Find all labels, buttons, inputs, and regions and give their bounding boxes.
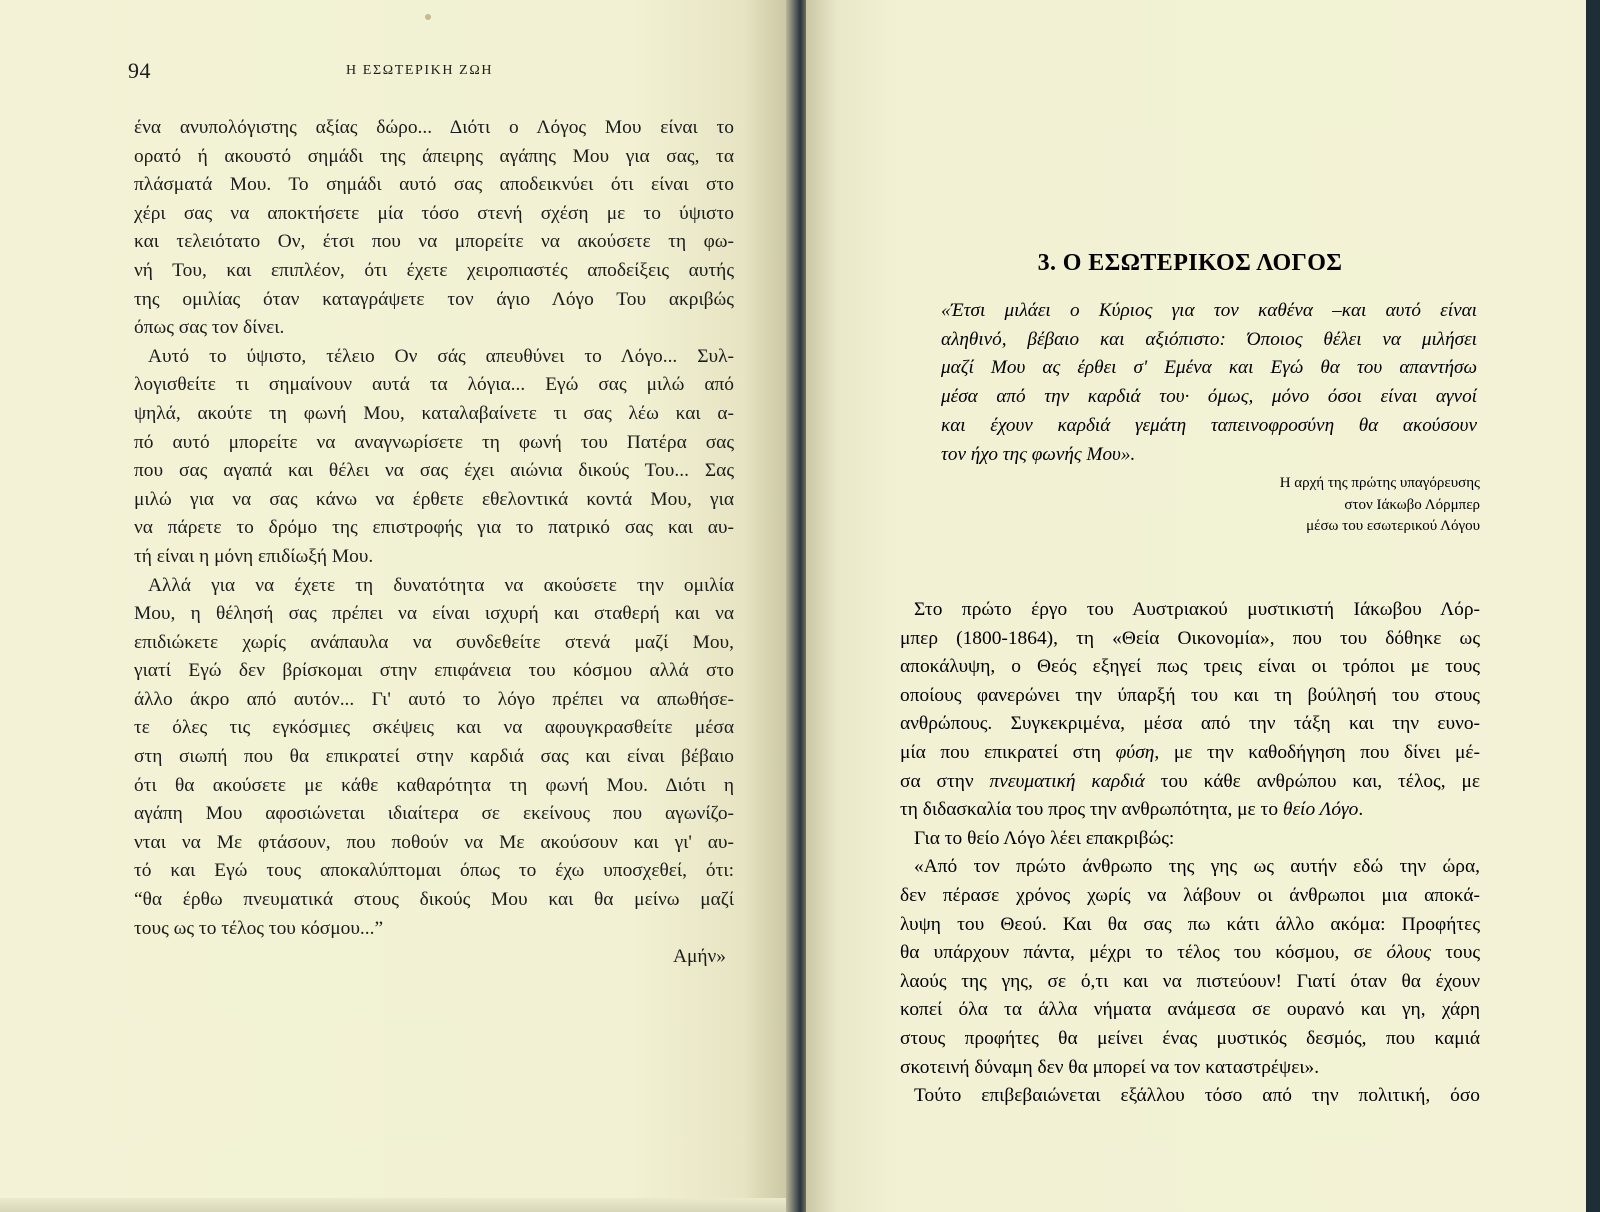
epigraph-line: «Έτσι μιλάει ο Κύριος για τον καθένα –και αυτό είναι — [941, 300, 1477, 321]
text-run: . — [1358, 799, 1364, 821]
text-line: οποίους φανερώνει την ύπαρξή του και τη βούλησή του στους — [900, 684, 1480, 706]
right-body-text — [900, 596, 1480, 1111]
left-body-text — [134, 114, 734, 972]
text-line: Τούτο επιβεβαιώνεται εξάλλου τόσο από την πολιτική, όσο — [914, 1085, 1480, 1107]
text-line: και τελειότατο Ον, έτσι που να μπορείτε να ακούσετε τη φω- — [134, 231, 734, 253]
text-line: ανθρώπους. Συγκεκριμένα, μέσα από την τάξη και την ευνο- — [900, 713, 1480, 735]
epigraph-line: τον ήχο της φωνής Μου». — [941, 443, 1136, 465]
text-line: ότι θα ακούσετε με κάθε καθαρότητα τη φωνή Μου. Διότι η — [134, 774, 734, 796]
attribution-line: στον Ιάκωβο Λόρμπερ — [1344, 496, 1480, 513]
closing-amen: Αμήν» — [672, 946, 726, 968]
text-line: τε όλες τις εγκόσμιες σκέψεις και να αφουγκρασθείτε μέσα — [134, 717, 734, 739]
text-line: όπως σας τον δίνει. — [134, 317, 285, 339]
text-line: αποκάλυψη, ο Θεός εξηγεί πως τρεις είναι οι τρόποι με τους — [900, 656, 1480, 678]
text-line: ορατό ή ακουστό σημάδι της άπειρης αγάπης Μου για σας, τα — [134, 145, 734, 167]
text-line: άλλο άκρο από αυτόν... Γι' αυτό το λόγο πρέπει να απωθήσε- — [134, 688, 734, 710]
epigraph-attribution — [1120, 473, 1480, 538]
text-line: Αυτό το ύψιστο, τέλειο Ον σάς απευθύνει το Λόγο... Συλ- — [148, 345, 734, 367]
page-bottom-edge — [0, 1198, 790, 1212]
italic-run: θείο Λόγο — [1282, 799, 1359, 821]
text-line — [900, 796, 1480, 825]
text-line — [900, 768, 1480, 797]
text-line: δεν πέρασε χρόνος χωρίς να λάβουν οι άνθρωποι μια αποκά- — [900, 884, 1480, 906]
running-title: Η ΕΣΩΤΕΡΙΚΗ ΖΩΗ — [346, 63, 494, 78]
epigraph-line: μέσα από την καρδιά του· όμως, μόνο όσοι είναι αγνοί — [941, 386, 1477, 408]
text-line: λυψη του Θεού. Και θα σας πω κάτι άλλο ακόμα: Προφήτες — [900, 913, 1480, 935]
text-line: να πάρετε το δρόμο της επιστροφής για το πατρικό σας και αυ- — [134, 517, 734, 539]
text-line — [900, 939, 1480, 968]
scan-background-edge — [1586, 0, 1600, 1212]
italic-run: πνευματική καρδιά — [989, 770, 1145, 792]
text-line: μιλώ για να σας κάνω να έρθετε εθελοντικά κοντά Μου, για — [134, 488, 734, 510]
text-run: του κάθε ανθρώπου και, τέλος, με — [1144, 770, 1480, 792]
text-line: «Από τον πρώτο άνθρωπο της γης ως αυτήν εδώ την ώρα, — [914, 856, 1480, 878]
text-line: τό και Εγώ τους αποκαλύπτομαι όπως το έχω υποσχεθεί, ότι: — [134, 860, 734, 882]
text-line: μπερ (1800-1864), τη «Θεία Οικονομία», που του δόθηκε ως — [900, 627, 1480, 649]
text-run: μία που επικρατεί στη — [900, 741, 1116, 763]
text-line: επιδιώκετε χωρίς ανάπαυλα να συνδεθείτε στενά μαζί Μου, — [134, 631, 734, 653]
text-run: τη διδασκαλία του προς την ανθρωπότητα, με το — [900, 799, 1283, 821]
text-line: Αλλά για να έχετε τη δυνατότητα να ακούσετε την ομιλία — [148, 574, 734, 596]
epigraph — [941, 297, 1477, 469]
text-run: σα στην — [900, 770, 990, 792]
text-line: πλάσματά Μου. Το σημάδι αυτό σας αποδεικνύει ότι είναι στο — [134, 174, 734, 196]
text-run: θα υπάρχουν πάντα, μέχρι το τέλος του κόσμου, σε — [900, 942, 1387, 964]
page-number: 94 — [128, 58, 151, 83]
text-line: τους ως το τέλος του κόσμου...” — [134, 917, 384, 939]
text-line: νται να Με φτάσουν, που ποθούν να Με ακούσουν και γι' αυ- — [134, 831, 734, 853]
text-line: γιατί Εγώ δεν βρίσκομαι στην επιφάνεια του κόσμου αλλά στο — [134, 660, 734, 682]
chapter-title: 3. Ο ΕΣΩΤΕΡΙΚΟΣ ΛΟΓΟΣ — [1037, 250, 1343, 276]
running-head — [128, 58, 728, 88]
text-line: αγάπη Μου αφοσιώνεται ιδιαίτερα σε εκείνους που αγωνίζο- — [134, 803, 734, 825]
text-line: σκοτεινή δύναμη δεν θα μπορεί να τον καταστρέψει». — [900, 1056, 1320, 1078]
text-line: ένα ανυπολόγιστης αξίας δώρο... Διότι ο Λόγος Μου είναι το — [134, 117, 734, 138]
text-line: κοπεί όλα τα άλλα νήματα ανάμεσα σε ουρανό και γη, χάρη — [900, 999, 1480, 1021]
left-page — [0, 0, 790, 1212]
text-line: χέρι σας να αποκτήσετε μία τόσο στενή σχέση με το ύψιστο — [134, 202, 734, 224]
text-line: Μου, η θέλησή σας πρέπει να είναι ισχυρή και σταθερή και να — [134, 603, 734, 625]
italic-run: φύση — [1115, 741, 1155, 763]
text-line: λογισθείτε τι σημαίνουν αυτά τα λόγια... Εγώ σας μιλώ από — [134, 374, 734, 396]
text-line: στη σιωπή που θα επικρατεί στην καρδιά σας και είναι βέβαιο — [134, 746, 734, 768]
text-line: “θα έρθω πνευματικά στους δικούς Μου και θα μείνω μαζί — [134, 889, 734, 911]
text-line: στους προφήτες θα μείνει ένας μυστικός δεσμός, που καμιά — [900, 1027, 1480, 1049]
attribution-line: μέσω του εσωτερικού Λόγου — [1306, 518, 1480, 534]
text-run: τους — [1431, 942, 1480, 964]
text-line: της ομιλίας όταν καταγράψετε τον άγιο Λόγο Του ακριβώς — [134, 288, 734, 310]
text-line: νή Του, και επιπλέον, ότι έχετε χειροπιαστές αποδείξεις αυτής — [134, 259, 734, 281]
text-line: που σας αγαπά και θέλει να σας έχει αιώνια δικούς Του... Σας — [134, 460, 734, 482]
epigraph-line: αληθινό, βέβαιο και αξιόπιστο: Όποιος θέλει να μιλήσει — [941, 328, 1477, 350]
text-line: πό αυτό μπορείτε να αναγνωρίσετε τη φωνή του Πατέρα σας — [134, 431, 734, 453]
paper-speck — [425, 14, 431, 20]
italic-run: όλους — [1386, 942, 1431, 964]
text-line: Στο πρώτο έργο του Αυστριακού μυστικιστή Ιάκωβου Λόρ- — [914, 599, 1480, 620]
text-line: ψηλά, ακούτε τη φωνή Μου, καταλαβαίνετε τι σας λέω και α- — [134, 402, 734, 424]
text-line — [900, 739, 1480, 768]
epigraph-line: και έχουν καρδιά γεμάτη ταπεινοφροσύνη θα ακούσουν — [941, 414, 1477, 436]
text-line: λαούς της γης, σε ό,τι και να πιστεύουν! Γιατί όταν θα έχουν — [900, 970, 1480, 992]
epigraph-line: μαζί Μου ας έρθει σ' Εμένα και Εγώ θα του απαντήσω — [941, 357, 1477, 379]
attribution-line: Η αρχή της πρώτης υπαγόρευσης — [1279, 475, 1480, 491]
text-line: τή είναι η μόνη επιδίωξή Μου. — [134, 545, 374, 567]
text-line: Για το θείο Λόγο λέει επακριβώς: — [914, 827, 1175, 849]
text-run: , με την καθοδήγηση που δίνει μέ- — [1154, 741, 1480, 763]
